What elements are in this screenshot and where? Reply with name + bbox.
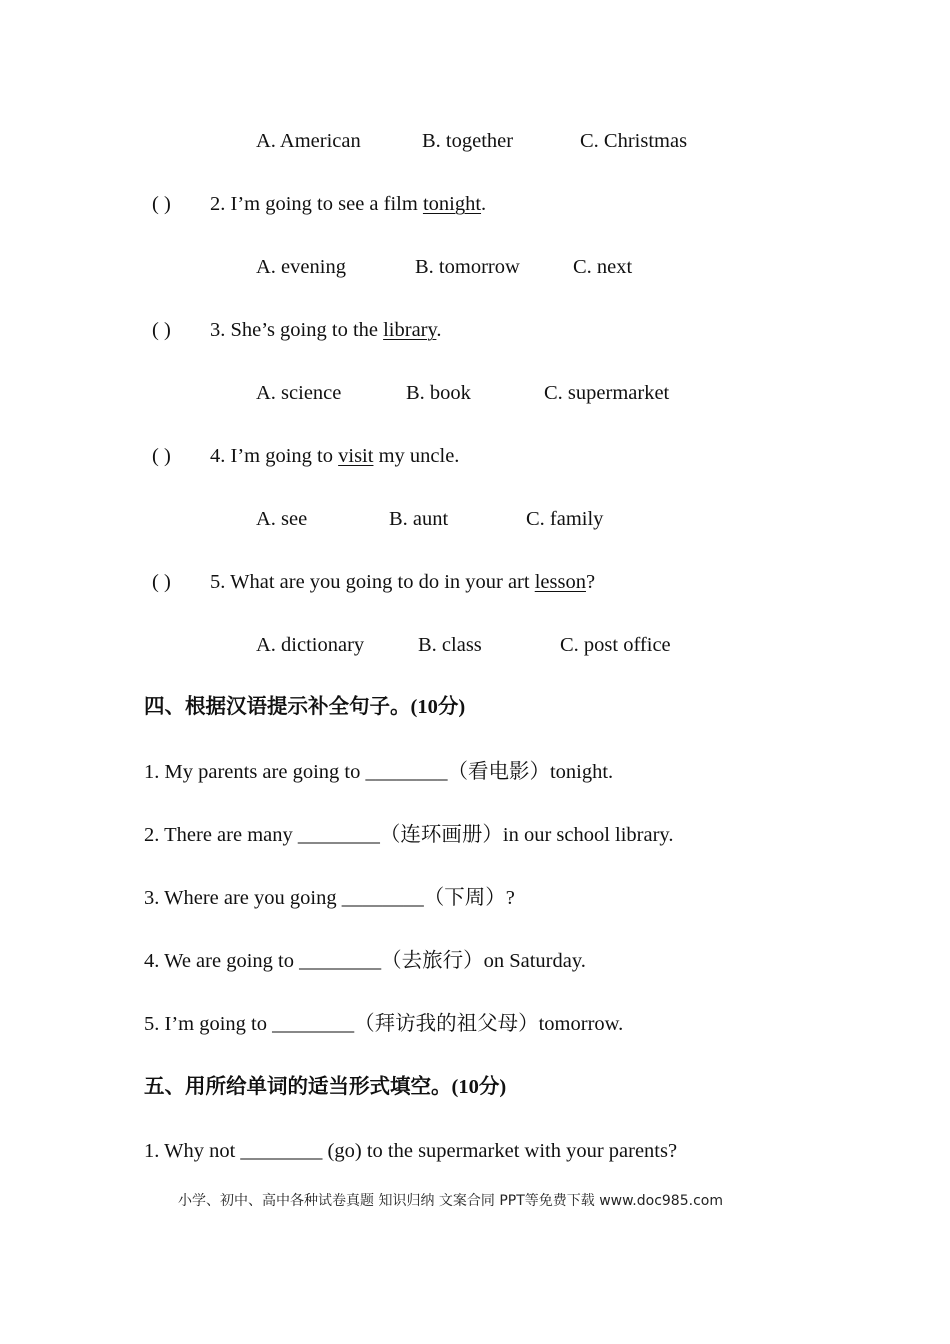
answer-blank-5[interactable]: ( ) [152, 571, 171, 593]
q2-option-b: B. tomorrow [415, 256, 520, 278]
q5-option-b: B. class [418, 634, 482, 656]
answer-blank-3[interactable]: ( ) [152, 319, 171, 341]
answer-blank-2[interactable]: ( ) [152, 193, 171, 215]
question-2-underlined-word: tonight [422, 193, 482, 215]
question-2-text: 2. I’m going to see a film tonight. [210, 193, 487, 215]
question-5-text: 5. What are you going to do in your art lesson? [210, 571, 596, 593]
q4-option-a: A. see [256, 508, 308, 530]
question-3-underlined-word: library [383, 319, 437, 341]
question-4-underlined-word: visit [338, 445, 374, 467]
q1-option-c: C. Christmas [580, 130, 688, 152]
q1-option-b: B. together [422, 130, 514, 152]
q3-option-a: A. science [256, 382, 342, 404]
q4-option-b: B. aunt [389, 508, 449, 530]
question-4-text: 4. I’m going to visit my uncle. [210, 445, 460, 467]
q3-option-c: C. supermarket [544, 382, 670, 404]
q1-option-a: A. American [256, 130, 361, 152]
q2-option-c: C. next [573, 256, 633, 278]
answer-blank-4[interactable]: ( ) [152, 445, 171, 467]
q4-option-c: C. family [526, 508, 604, 530]
page-footer: 小学、初中、高中各种试卷真题 知识归纳 文案合同 PPT等免费下载 www.doc985.com [178, 1193, 723, 1209]
q5-option-a: A. dictionary [256, 634, 365, 656]
question-3-text: 3. She’s going to the library. [210, 319, 442, 341]
q2-option-a: A. evening [256, 256, 346, 278]
q5-option-c: C. post office [560, 634, 671, 656]
question-5-underlined-word: lesson [534, 571, 586, 593]
q3-option-b: B. book [406, 382, 471, 404]
